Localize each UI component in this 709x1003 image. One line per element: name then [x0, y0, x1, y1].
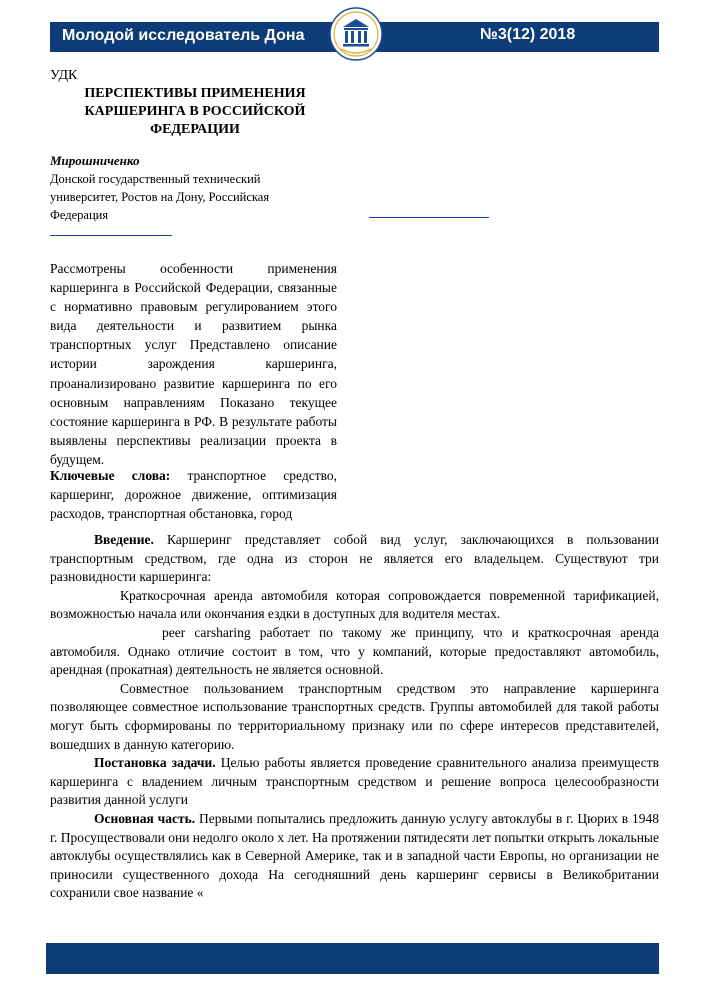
- keywords-text: транспортное средство, каршеринг, дорожное движение, оптимизация расходов, транспортная обстановка, город: [50, 468, 337, 521]
- author-affiliation: Донской государственный технический университет, Ростов на Дону, Российская Федерация: [50, 172, 270, 222]
- author-name: Мирошниченко: [50, 153, 140, 168]
- article-title: ПЕРСПЕКТИВЫ ПРИМЕНЕНИЯ КАРШЕРИНГА В РОССИЙСКОЙ ФЕДЕРАЦИИ: [84, 86, 306, 137]
- task-text: Целью работы является проведение сравнительного анализа преимуществ каршеринга с владением личным транспортным средством и решение вопроса целесообразности развития данной услуги: [50, 755, 659, 808]
- task-heading: Постановка задачи.: [94, 755, 216, 771]
- email-link-underline[interactable]: [369, 217, 489, 218]
- journal-footer-bar: [46, 943, 659, 974]
- intro-heading: Введение.: [94, 532, 154, 547]
- intro-paragraph: [50, 531, 659, 587]
- abstract: Рассмотрены особенности применения каршеринга в Российской Федерации, связанные с нормативно правовым регулированием этого вида деятельности и развитием рынка транспортных услуг Представлено описание истории зарождения каршеринга, проанализировано развитие каршеринга по его основным направлениям Показано текущее состояние каршеринга в РФ. В результате работы выявлены перспективы реализации проекта в будущем.: [50, 261, 337, 467]
- main-part-paragraph: [50, 810, 659, 903]
- issue-number: №3(12) 2018: [480, 26, 576, 43]
- short-term-rental-paragraph: Краткосрочная аренда автомобиля которая сопровождается повременной тарификацией, возможностью начала или окончания ездки в доступных для водителя местах.: [50, 587, 659, 622]
- journal-name: Молодой исследователь Дона: [62, 27, 305, 44]
- keywords: [50, 466, 337, 523]
- task-paragraph: [50, 754, 659, 810]
- email-link-underline[interactable]: [50, 235, 172, 236]
- main-part-heading: Основная часть.: [94, 810, 196, 826]
- udk-label: УДК: [50, 68, 78, 83]
- joint-use-paragraph: Совместное пользованием транспортным средством это направление каршеринга позволяющее совместное использование транспортных средств. Группы автомобилей для такой работы могут быть сформированы по территориальному признаку или по сфере интересов представителей, вошедших в данную категорию.: [50, 680, 659, 752]
- main-part-text: Первыми попытались предложить данную услугу автоклубы в г. Цюрих в 1948 г. Просуществовали они недолго около х лет. На протяжении пятидесяти лет попытки открыть локальные автоклубы осуществлялись как в Северной Америке, так и в западной части Европы, но организации не приносили существенного дохода На сегодняшний день каршеринг сервисы в Великобритании сохранили свое название «: [50, 810, 659, 901]
- keywords-label: Ключевые слова:: [50, 468, 171, 483]
- peer-carsharing-paragraph: peer carsharing работает по такому же принципу, что и краткосрочная аренда автомобиля. Однако отличие состоит в том, что у компаний, которые предоставляют автомобиль, арендная (прокатная) деятельность не является основной.: [50, 624, 659, 678]
- article-body: [50, 531, 659, 903]
- university-columns-logo-icon: [329, 7, 383, 61]
- intro-text: Каршеринг представляет собой вид услуг, заключающихся в пользовании транспортным средством, где одна из сторон не является его владельцем. Существуют три разновидности каршеринга:: [50, 532, 659, 585]
